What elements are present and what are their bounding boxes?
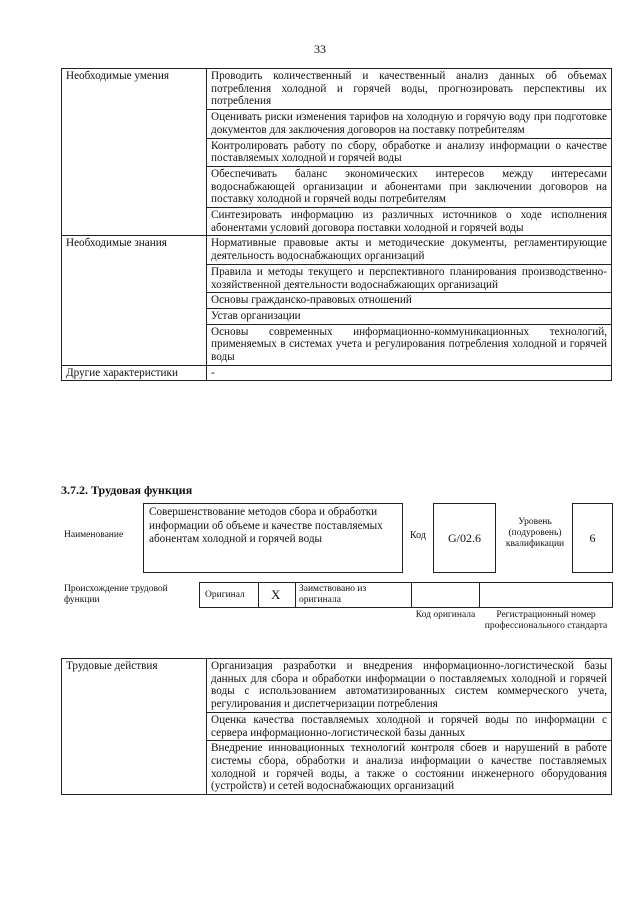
row-content: Синтезировать информацию из различных источников о ходе исполнения абонентами условий договора поставки холодной и горячей воды [207,208,612,236]
reg-number-caption: Регистрационный номер профессионального стандарта [484,610,608,631]
code-original-caption: Код оригинала [415,610,476,620]
table-row [62,69,612,110]
row-content: - [207,365,612,381]
borrowed-label: Заимствовано из оригинала [299,584,367,605]
reg-number-cell [479,582,613,608]
origin-label: Происхождение трудовой функции [64,584,168,605]
row-label: Необходимые знания [62,236,207,365]
function-code-box [433,503,496,573]
page-number: 33 [314,42,326,56]
row-content: Обеспечивать баланс экономических интересов между интересами водоснабжающей организации и абонентами при заключении договоров на поставку холодной и горячей воды потребителям [207,166,612,207]
section-title: 3.7.2. Трудовая функция [61,483,193,497]
row-label: Трудовые действия [62,659,207,795]
row-content: Основы гражданско-правовых отношений [207,293,612,309]
row-content: Нормативные правовые акты и методические документы, регламентирующие деятельность водоснабжающих организаций [207,236,612,264]
row-content: Правила и методы текущего и перспективного планирования производственно-хозяйственной деятельности водоснабжающих организаций [207,264,612,292]
row-label: Необходимые умения [62,69,207,236]
row-content: Внедрение инновационных технологий контроля сбоев и нарушений в работе системы сбора, обработки и анализа информации о качестве поставляемых холодной и горячей воды, а также о состоянии инженерного оборудования (устройств) и сетей водоснабжающих организаций [207,741,612,795]
function-name-box: Совершенствование методов сбора и обработки информации об объеме и качестве поставляемых абонентам холодной и горячей воды [143,503,403,573]
original-mark: X [271,587,281,602]
level-box [572,503,613,573]
skills-knowledge-table [61,68,612,381]
row-content: Оценка качества поставляемых холодной и горячей воды по информации с сервера информационно-логистической базы данных [207,712,612,740]
original-label: Оригинал [205,590,245,600]
table-row [62,236,612,264]
row-label: Другие характеристики [62,365,207,381]
name-label: Наименование [64,530,124,540]
row-content: Проводить количественный и качественный анализ данных об объемах потребления холодной и горячей воды, прогнозировать перспективы их потребления [207,69,612,110]
function-code-value: G/02.6 [448,530,481,545]
row-content: Оценивать риски изменения тарифов на холодную и горячую воду при подготовке документов для заключения договоров на поставку потребителям [207,110,612,138]
original-label-cell [199,582,259,608]
code-original-cell [411,582,480,608]
borrowed-cell [295,582,412,608]
row-content: Контролировать работу по сбору, обработке и анализу информации о качестве поставляемых холодной и горячей воды [207,138,612,166]
code-label: Код [410,530,426,541]
original-mark-cell [258,582,296,608]
table-row [62,365,612,381]
row-content: Организация разработки и внедрения информационно-логистической базы данных для сбора и обработки информации о поставляемых холодной и горячей воды с использованием автоматизированных систем коммерческого учета, регулирования и диспетчеризации потребления [207,659,612,713]
labor-actions-table [61,658,612,795]
row-content: Устав организации [207,308,612,324]
table-row [62,659,612,713]
row-content: Основы современных информационно-коммуникационных технологий, применяемых в системах учета и регулирования потребления холодной и горячей воды [207,324,612,365]
level-value: 6 [589,530,596,545]
level-label: Уровень (подуровень) квалификации [505,517,565,549]
